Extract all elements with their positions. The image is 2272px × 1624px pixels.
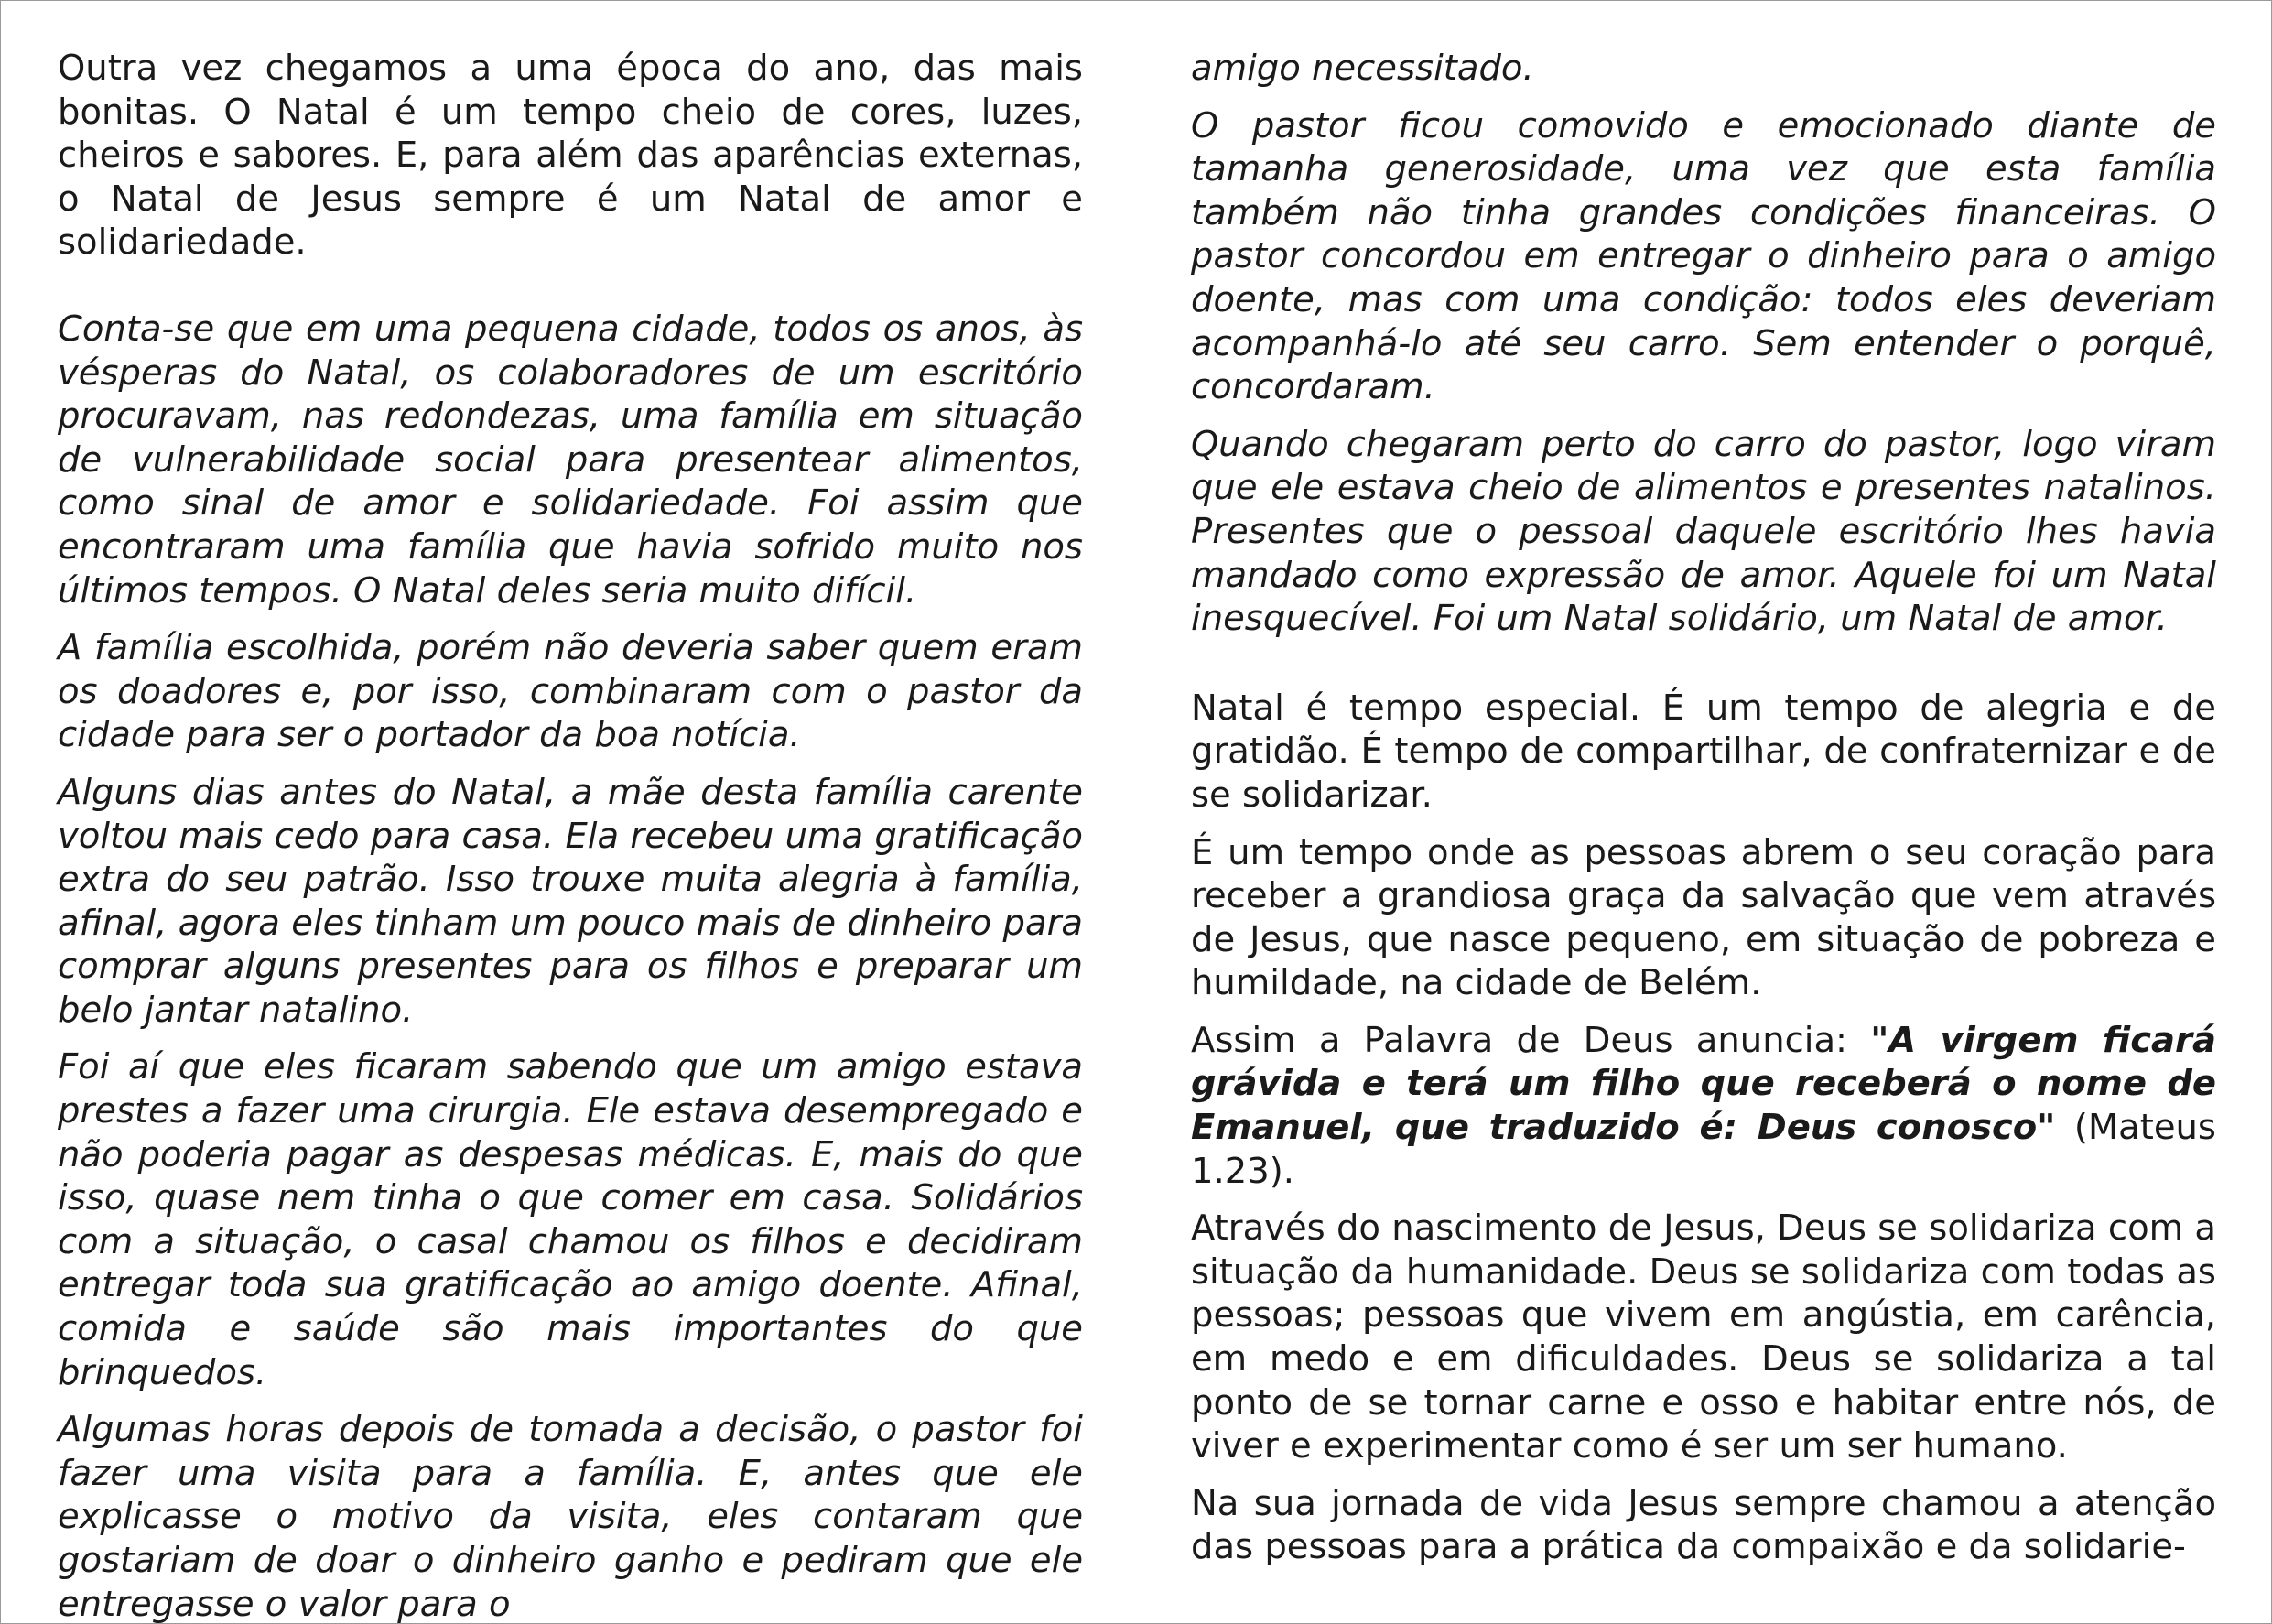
paragraph-story-3: Alguns dias antes do Natal, a mãe desta família carente voltou mais cedo para casa. Ela recebeu uma gratificação extra do seu patrão. Isso trouxe muita alegria à família, afinal, agora eles tinham um pouco mais de dinheiro para comprar alguns presentes para os filhos e preparar um belo jantar natalino. <box>58 771 1083 1031</box>
scripture-intro: Assim a Palavra de Deus anuncia: <box>1191 1019 1871 1061</box>
scripture-reference: (Mateus 1.23). <box>1191 1107 2216 1192</box>
paragraph-story-6: amigo necessitado. <box>1191 48 1534 89</box>
paragraph-story-8: Quando chegaram perto do carro do pastor, logo viram que ele estava cheio de alimentos e presentes natalinos. Presentes que o pessoal daquele escritório lhes havia mandado como expressão de amor. Aquele foi um Natal inesquecível. Foi um Natal solidário, um Natal de amor. <box>1191 423 2216 640</box>
paragraph-intro: Outra vez chegamos a uma época do ano, das mais bonitas. O Natal é um tempo cheio de cores, luzes, cheiros e sabores. E, para além das aparências externas, o Natal de Jesus sempre é um Natal de amor e solidariedade. <box>58 48 1083 264</box>
paragraph-story-7: O pastor ficou comovido e emocionado diante de tamanha generosidade, uma vez que esta família também não tinha grandes condições financeiras. O pastor concordou em entregar o dinheiro para o amigo doente, mas com uma condição: todos eles deveriam acompanhá-lo até seu carro. Sem entender o porquê, concordaram. <box>1191 104 2216 408</box>
paragraph-story-5: Algumas horas depois de tomada a decisão, o pastor foi fazer uma visita para a família. E, antes que ele explicasse o motivo da visita, eles contaram que gostariam de doar o dinheiro ganho e pediram que ele entregasse o valor para o <box>58 1409 1083 1624</box>
paragraph-scripture <box>1191 1019 2216 1193</box>
paragraph-story-4: Foi aí que eles ficaram sabendo que um amigo estava prestes a fazer uma cirurgia. Ele estava desempregado e não poderia pagar as despesas médicas. E, mais do que isso, quase nem tinha o que comer em casa. Solidários com a situação, o casal chamou os filhos e decidiram entregar toda sua gratificação ao amigo doente. Afinal, comida e saúde são mais importantes do que brinquedos. <box>58 1046 1083 1393</box>
paragraph-reflection-1: Natal é tempo especial. É um tempo de alegria e de gratidão. É tempo de compartilhar, de confraternizar e de se solidarizar. <box>1191 687 2216 816</box>
scripture-quote: "A virgem ficará grávida e terá um filho que receberá o nome de Emanuel, que traduzido é: Deus conosco" <box>1191 1019 2217 1149</box>
right-column <box>1191 47 2216 1569</box>
left-column <box>58 47 1083 1624</box>
paragraph-story-1: Conta-se que em uma pequena cidade, todos os anos, às vésperas do Natal, os colaboradores de um escritório procuravam, nas redondezas, uma família em situação de vulnerabilidade social para presentear alimentos, como sinal de amor e solidariedade. Foi assim que encontraram uma família que havia sofrido muito nos últimos tempos. O Natal deles seria muito difícil. <box>58 308 1083 612</box>
paragraph-story-2: A família escolhida, porém não deveria saber quem eram os doadores e, por isso, combinaram com o pastor da cidade para ser o portador da boa notícia. <box>58 627 1083 756</box>
paragraph-reflection-2: É um tempo onde as pessoas abrem o seu coração para receber a grandiosa graça da salvação que vem através de Jesus, que nasce pequeno, em situação de pobreza e humildade, na cidade de Belém. <box>1191 831 2216 1004</box>
paragraph-reflection-4: Na sua jornada de vida Jesus sempre chamou a atenção das pessoas para a prática da compaixão e da solidarie- <box>1191 1482 2216 1568</box>
paragraph-reflection-3: Através do nascimento de Jesus, Deus se solidariza com a situação da humanidade. Deus se solidariza com todas as pessoas; pessoas que vivem em angústia, em carência, em medo e em dificuldades. Deus se solidariza a tal ponto de se tornar carne e osso e habitar entre nós, de viver e experimentar como é ser um ser humano. <box>1191 1207 2216 1467</box>
